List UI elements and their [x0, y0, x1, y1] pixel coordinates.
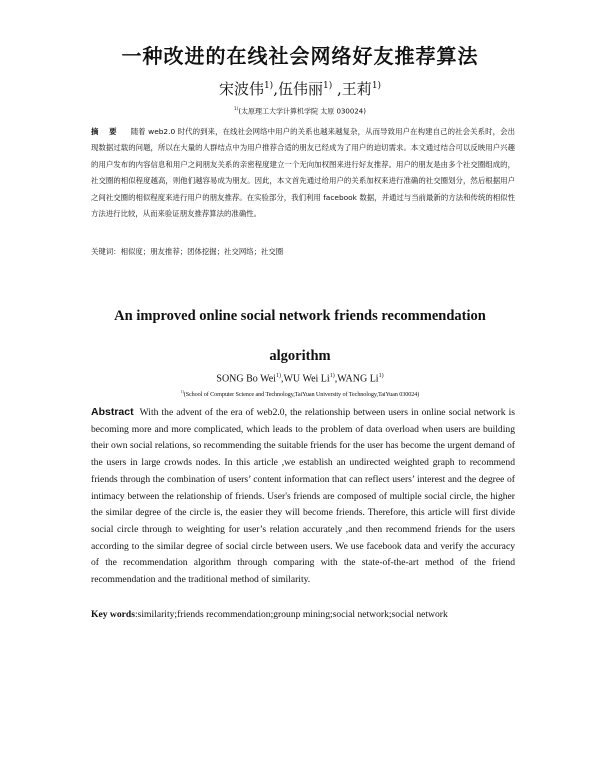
english-title-line: algorithm	[269, 348, 331, 364]
english-authors	[0, 373, 600, 384]
chinese-affiliation	[0, 106, 600, 116]
english-keywords-label: Key words	[91, 609, 135, 620]
author-name: WANG Li	[337, 373, 379, 385]
author-sup: 1)	[329, 373, 335, 379]
author-sup: 1)	[263, 81, 274, 91]
chinese-authors	[0, 78, 600, 99]
affiliation-text: (太原理工大学计算机学院 太原 030024)	[238, 107, 366, 116]
english-abstract-label: Abstract	[91, 406, 134, 418]
author-separator: ,	[280, 373, 284, 385]
chinese-keywords-text: 相似度；朋友推荐；团体挖掘；社交网络；社交圈	[120, 247, 284, 256]
affiliation-sup: 1)	[180, 390, 184, 394]
chinese-abstract-label: 摘 要	[91, 127, 121, 136]
chinese-title: 一种改进的在线社会网络好友推荐算法	[121, 44, 479, 68]
english-keywords	[91, 609, 515, 620]
english-keywords-text: :similarity;friends recommendation;grounp mining;social network;social network	[134, 609, 448, 620]
chinese-keywords-label: 关键词：	[91, 247, 121, 256]
chinese-abstract	[91, 124, 515, 222]
english-abstract-text: With the advent of the era of web2.0, the relationship between users in online social network is becoming more and more complicated, which leads to the problem of data overload when users are building their own social relations, so recommending the suitable friends for the user has become the urgent demand of the users in large crowds nodes. In this article ,we establish an undirected weighted graph to recommend friends through the combination of users’ content information that can reflect users’ interest and the degree of intimacy between the relationship of friends. User's friends are composed of multiple social circle, the higher the similar degree of the circle is, the easier they will become friends. Therefore, this article will first divide social circle through to weighting for user’s relation accurately ,and then recommend friends for the users according to the similar degree of social circle between users. We use facebook data and verify the accuracy of the recommendation algorithm through comparing with the state-of-the-art method of the friend recommendation and the traditional method of similarity.	[91, 407, 515, 586]
author-name: SONG Bo Wei	[216, 373, 276, 385]
author-name: 宋波伟	[218, 80, 264, 98]
english-affiliation	[0, 390, 600, 398]
author-separator: ,	[273, 80, 278, 98]
chinese-abstract-text: 随着 web2.0 时代的到来，在线社会网络中用户的关系也越来越复杂，从而导致用户在构建自己的社会关系时，会出现数据过载的问题，所以在大量的人群结点中为用户推荐合适的朋友已经成为了用户的迫切需求。本文通过结合可以反映用户兴趣的用户发布的内容信息和用户之间朋友关系的亲密程度建立一个无向加权图来进行好友推荐。用户的朋友是由多个社交圈组成的，社交圈的相似程度越高，则他们越容易成为朋友。因此，本文首先通过给用户的关系加权来进行准确的社交圈划分，然后根据用户之间社交圈的相似程度来进行用户的朋友推荐。在实验部分，我们利用 facebook 数据，并通过与当前最新的方法和传统的相似性方法进行比较，从而来验证朋友推荐算法的准确性。	[91, 127, 515, 219]
affiliation-sup: 1)	[234, 106, 239, 111]
english-abstract	[91, 404, 515, 589]
author-separator: ,	[332, 80, 342, 98]
author-name: 伍伟丽	[277, 80, 323, 98]
author-name: 王莉	[341, 80, 372, 98]
author-separator: ,	[334, 373, 338, 385]
author-sup: 1)	[371, 81, 382, 91]
author-sup: 1)	[323, 81, 333, 91]
author-sup: 1)	[275, 373, 281, 379]
chinese-keywords	[91, 246, 515, 257]
author-sup: 1)	[378, 373, 384, 379]
author-name: WU Wei Li	[283, 373, 330, 385]
english-title	[0, 302, 600, 370]
affiliation-text: (School of Computer Science and Technology,TaiYuan University of Technology,TaiYuan 030024)	[183, 391, 420, 399]
english-title-line: An improved online social network friends recommendation	[114, 308, 486, 324]
